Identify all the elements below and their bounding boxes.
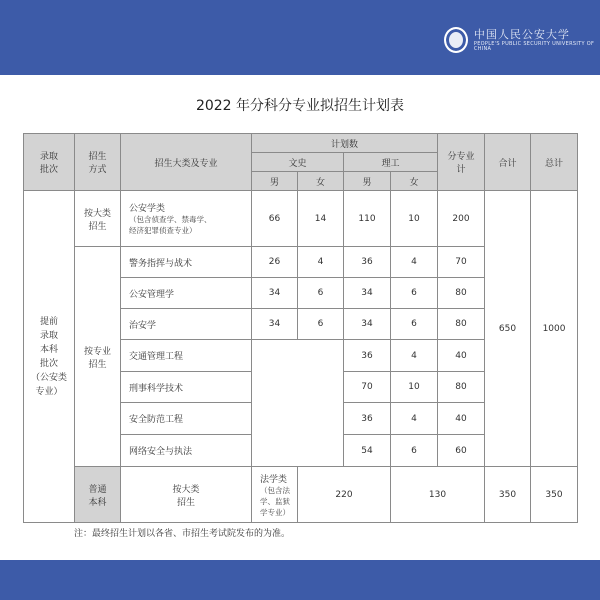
header-wenshi-male: 男 [252, 172, 298, 191]
header-plan: 计划数 [252, 134, 438, 153]
total-cell-early: 650 [485, 191, 531, 467]
value-cell: 4 [391, 403, 438, 435]
value-cell: 36 [344, 403, 391, 435]
value-cell: 34 [252, 309, 298, 340]
major-cell: 治安学 [121, 309, 252, 340]
value-cell: 36 [344, 340, 391, 372]
ligong-total-cell: 130 [391, 467, 485, 523]
major-cell: 网络安全与执法 [121, 435, 252, 467]
header-ligong: 理工 [344, 153, 438, 172]
value-cell: 10 [391, 191, 438, 247]
major-cell: 安全防范工程 [121, 403, 252, 435]
header-major: 招生大类及专业 [121, 134, 252, 191]
value-cell: 66 [252, 191, 298, 247]
batch-cell-early: 提前 录取 本科 批次 （公安类 专业） [24, 191, 75, 523]
emblem-icon [444, 27, 468, 53]
value-cell: 34 [252, 278, 298, 309]
subtotal-cell: 200 [438, 191, 485, 247]
batch-cell-regular: 普通 本科 [75, 467, 121, 523]
total-cell-regular: 350 [531, 467, 578, 523]
logo-cn-text: 中国人民公安大学 [473, 27, 570, 41]
major-cell [252, 467, 298, 523]
value-cell: 4 [391, 247, 438, 278]
value-cell: 70 [344, 372, 391, 403]
header-subtotal: 分专业 计 [438, 134, 485, 191]
method-cell-major: 按专业 招生 [75, 247, 121, 467]
major-subnote: （包含侦查学、禁毒学、 经济犯罪侦查专业） [129, 215, 212, 235]
header-method: 招生 方式 [75, 134, 121, 191]
subtotal-cell: 60 [438, 435, 485, 467]
subtotal-cell: 80 [438, 309, 485, 340]
header-wenshi: 文史 [252, 153, 344, 172]
plan-card [0, 75, 600, 560]
subtotal-cell: 350 [485, 467, 531, 523]
header-grand: 总计 [531, 134, 578, 191]
major-name: 法学类 [260, 474, 288, 485]
subtotal-cell: 40 [438, 403, 485, 435]
major-name: 公安学类 [129, 204, 166, 214]
subtotal-cell: 80 [438, 278, 485, 309]
major-cell: 警务指挥与战术 [121, 247, 252, 278]
value-cell: 110 [344, 191, 391, 247]
method-cell-class: 按大类 招生 [121, 467, 252, 523]
value-cell: 4 [298, 247, 344, 278]
major-cell: 刑事科学技术 [121, 372, 252, 403]
value-cell: 14 [298, 191, 344, 247]
major-cell: 公安管理学 [121, 278, 252, 309]
value-cell: 6 [298, 278, 344, 309]
major-subnote: （包含法学、监狱学专业） [260, 485, 290, 517]
header-ligong-female: 女 [391, 172, 438, 191]
header-batch: 录取 批次 [24, 134, 75, 191]
wenshi-total-cell: 220 [298, 467, 391, 523]
header-total: 合计 [485, 134, 531, 191]
empty-wenshi-block [252, 340, 344, 467]
method-cell-class: 按大类 招生 [75, 191, 121, 247]
page-title: 2022 年分科分专业拟招生计划表 [195, 98, 405, 114]
footnote: 注：最终招生计划以各省、市招生考试院发布的为准。 [74, 529, 291, 539]
value-cell: 26 [252, 247, 298, 278]
value-cell: 6 [391, 435, 438, 467]
value-cell: 6 [391, 278, 438, 309]
grand-total-cell: 1000 [531, 191, 578, 467]
value-cell: 54 [344, 435, 391, 467]
header-wenshi-female: 女 [298, 172, 344, 191]
logo-en-text: PEOPLE'S PUBLIC SECURITY UNIVERSITY OF CHINA [473, 40, 595, 52]
value-cell: 34 [344, 278, 391, 309]
subtotal-cell: 70 [438, 247, 485, 278]
value-cell: 6 [391, 309, 438, 340]
value-cell: 6 [298, 309, 344, 340]
subtotal-cell: 40 [438, 340, 485, 372]
value-cell: 4 [391, 340, 438, 372]
major-cell [121, 191, 252, 247]
header-ligong-male: 男 [344, 172, 391, 191]
value-cell: 10 [391, 372, 438, 403]
value-cell: 34 [344, 309, 391, 340]
value-cell: 36 [344, 247, 391, 278]
subtotal-cell: 80 [438, 372, 485, 403]
major-cell: 交通管理工程 [121, 340, 252, 372]
enrollment-plan-table [23, 133, 578, 523]
university-logo [444, 27, 600, 53]
